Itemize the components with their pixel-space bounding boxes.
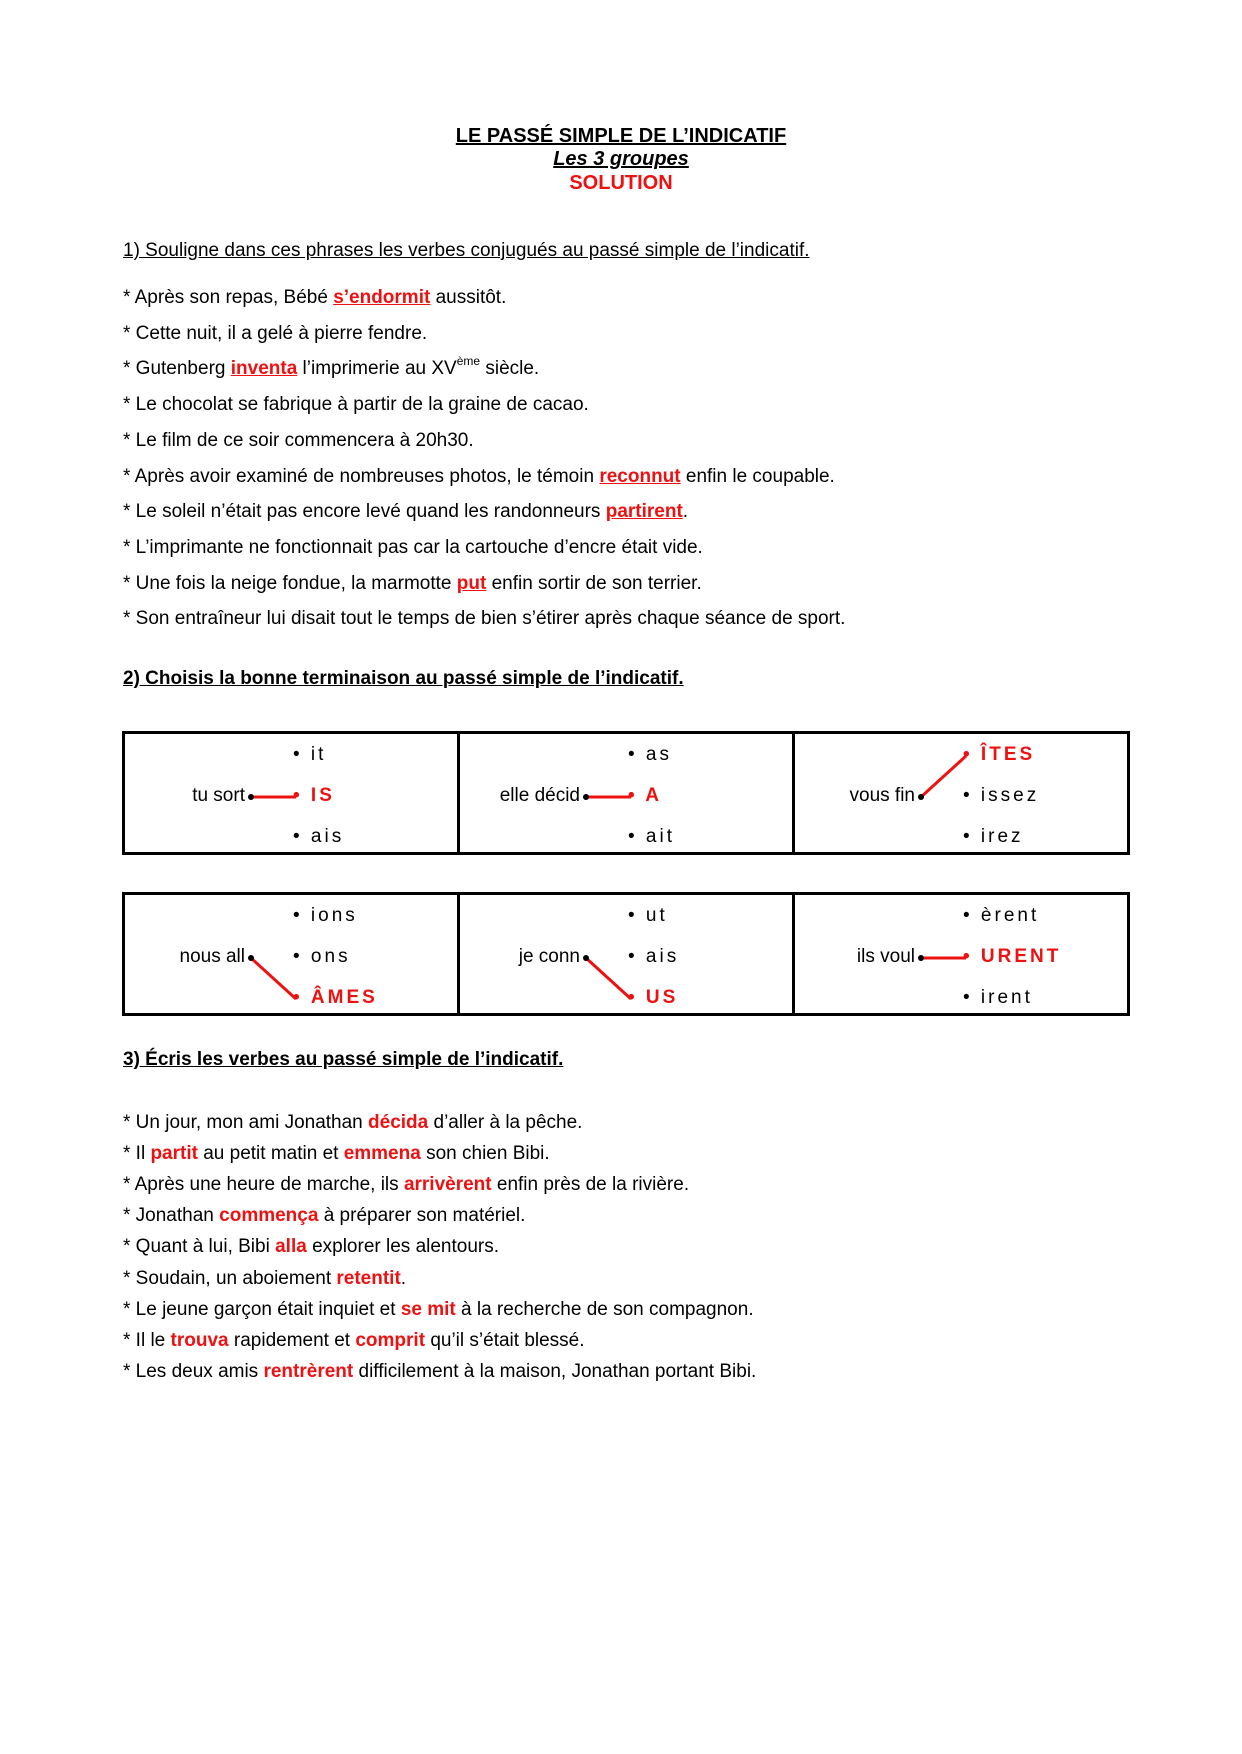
answer-link-line	[460, 734, 792, 852]
stem-dot	[583, 794, 589, 800]
sentence-line	[123, 1235, 499, 1259]
exercise-cell	[124, 733, 459, 854]
answer-link-line	[460, 895, 792, 1013]
superscript-text: ème	[456, 354, 481, 369]
sentence-text: au petit matin et	[197, 1143, 344, 1165]
sentence-line	[123, 1267, 406, 1291]
sentence-text: * Cette nuit, il a gelé à pierre fendre.	[123, 322, 428, 344]
sentence-text: .	[400, 1267, 407, 1289]
ending-option: • ut	[628, 905, 668, 926]
answer-link-line	[795, 734, 1127, 852]
sentence-text: * Gutenberg	[123, 358, 231, 380]
ending-option: • irent	[963, 987, 1033, 1008]
sentence-text: à préparer son matériel.	[318, 1205, 526, 1227]
sentence-text: * Après avoir examiné de nombreuses photos, le témoin	[123, 465, 600, 487]
answer-link-line	[125, 734, 457, 852]
sentence-line	[123, 607, 845, 631]
sentence-text: * Après son repas, Bébé	[123, 287, 334, 308]
sentence-text: * Le chocolat se fabrique à partir de la graine de cacao.	[123, 394, 589, 416]
sentence-line	[123, 286, 506, 310]
sentence-line	[123, 536, 703, 560]
question-2: 2) Choisis la bonne terminaison au passé simple de l’indicatif.	[123, 668, 684, 689]
sentence-text: qu’il s’était blessé.	[425, 1329, 585, 1351]
page-title: LE PASSÉ SIMPLE DE L’INDICATIF	[455, 125, 787, 147]
exercise-cell	[459, 733, 794, 854]
sentence-text: * L’imprimante ne fonctionnait pas car la cartouche d’encre était vide.	[123, 536, 703, 558]
ending-option: • irez	[963, 826, 1024, 847]
ending-option: • A	[628, 785, 662, 806]
verb-stem: tu sort	[192, 785, 245, 806]
stem-dot	[248, 955, 254, 961]
underlined-verb: put	[456, 572, 487, 594]
sentence-text: explorer les alentours.	[306, 1236, 500, 1258]
conjugated-verb: rentrèrent	[263, 1360, 354, 1382]
exercise-table-1	[122, 731, 1130, 855]
ending-option: • IS	[293, 785, 335, 806]
ending-option: • ÂMES	[293, 987, 378, 1008]
ending-option: • ais	[628, 946, 680, 967]
stem-dot	[248, 794, 254, 800]
sentence-text: rapidement et	[228, 1329, 356, 1351]
verb-stem: vous fin	[849, 785, 915, 806]
underlined-verb: partirent	[605, 501, 683, 523]
sentence-text: l’imprimerie au XV	[297, 358, 457, 380]
sentence-line	[123, 322, 427, 346]
ending-option: • ais	[293, 826, 345, 847]
sentence-text: * Les deux amis	[123, 1360, 264, 1382]
conjugated-verb: arrivèrent	[403, 1174, 492, 1196]
conjugated-verb: emmena	[343, 1143, 421, 1165]
ending-option: • issez	[963, 785, 1040, 806]
conjugated-verb: alla	[275, 1236, 307, 1258]
answer-link	[921, 756, 966, 797]
sentence-line	[123, 572, 702, 596]
answer-link-line	[125, 895, 457, 1013]
exercise-cell	[794, 894, 1129, 1015]
sentence-line	[123, 1360, 756, 1384]
sentence-text: .	[682, 501, 689, 523]
ending-option: • èrent	[963, 905, 1040, 926]
sentence-text: enfin le coupable.	[680, 465, 835, 487]
sentence-text: * Le film de ce soir commencera à 20h30.	[123, 429, 474, 451]
sentence-line	[123, 354, 540, 381]
underlined-verb: reconnut	[599, 465, 681, 487]
underlined-verb: inventa	[230, 358, 298, 380]
exercise-table-2	[122, 892, 1130, 1016]
sentence-line	[123, 1204, 525, 1228]
sentence-line	[123, 429, 474, 453]
stem-dot	[918, 794, 924, 800]
sentence-text: * Jonathan	[123, 1205, 220, 1227]
exercise-cell	[794, 733, 1129, 854]
sentence-text: * Quant à lui, Bibi	[123, 1236, 276, 1258]
sentence-line	[123, 1298, 754, 1322]
answer-link-line	[795, 895, 1127, 1013]
sentence-text: difficilement à la maison, Jonathan portant Bibi.	[353, 1360, 757, 1382]
ending-option: • as	[628, 744, 672, 765]
ending-option: • ait	[628, 826, 675, 847]
question-1: 1) Souligne dans ces phrases les verbes conjugués au passé simple de l’indicatif.	[123, 240, 810, 261]
ending-option: • ions	[293, 905, 358, 926]
verb-stem: elle décid	[499, 785, 580, 806]
stem-dot	[583, 955, 589, 961]
sentence-text: * Le jeune garçon était inquiet et	[123, 1298, 401, 1320]
sentence-line	[123, 465, 835, 489]
ending-option: • it	[293, 744, 327, 765]
sentence-text: * Il	[123, 1143, 151, 1165]
sentence-text: enfin sortir de son terrier.	[486, 572, 702, 594]
sentence-text: son chien Bibi.	[420, 1143, 550, 1165]
sentence-text: siècle.	[480, 358, 540, 380]
conjugated-verb: trouva	[170, 1329, 229, 1351]
sentence-text: * Le soleil n’était pas encore levé quand les randonneurs	[123, 501, 606, 523]
sentence-text: * Un jour, mon ami Jonathan	[123, 1112, 369, 1133]
sentence-line	[123, 500, 688, 524]
conjugated-verb: décida	[368, 1112, 429, 1133]
sentence-line	[123, 1142, 550, 1166]
sentence-text: * Une fois la neige fondue, la marmotte	[123, 572, 457, 594]
conjugated-verb: se mit	[400, 1298, 456, 1320]
sentence-text: * Soudain, un aboiement	[123, 1267, 337, 1289]
conjugated-verb: commença	[219, 1205, 319, 1227]
ending-option: • URENT	[963, 946, 1062, 967]
sentence-line	[123, 1173, 689, 1197]
answer-link	[586, 958, 631, 999]
solution-label: SOLUTION	[569, 172, 673, 194]
page-subtitle: Les 3 groupes	[553, 148, 689, 170]
exercise-cell	[459, 894, 794, 1015]
sentence-text: à la recherche de son compagnon.	[455, 1298, 754, 1320]
sentence-line	[123, 393, 589, 417]
answer-link	[251, 958, 296, 999]
sentence-line	[123, 1111, 582, 1135]
sentence-text: aussitôt.	[430, 287, 507, 308]
stem-dot	[918, 955, 924, 961]
underlined-verb: s’endormit	[333, 287, 431, 308]
conjugated-verb: partit	[150, 1143, 198, 1165]
sentence-text: enfin près de la rivière.	[491, 1174, 690, 1196]
ending-option: • ÎTES	[963, 744, 1036, 765]
verb-stem: nous all	[179, 946, 245, 967]
ending-option: • ons	[293, 946, 351, 967]
conjugated-verb: retentit	[336, 1267, 401, 1289]
exercise-cell	[124, 894, 459, 1015]
ending-option: • US	[628, 987, 679, 1008]
sentence-text: * Il le	[123, 1329, 171, 1351]
sentence-text: * Son entraîneur lui disait tout le temps de bien s’étirer après chaque séance de sport.	[123, 608, 846, 630]
sentence-line	[123, 1329, 585, 1353]
sentence-text: * Après une heure de marche, ils	[123, 1174, 404, 1196]
verb-stem: ils voul	[856, 946, 915, 967]
question-3: 3) Écris les verbes au passé simple de l’indicatif.	[123, 1049, 564, 1070]
conjugated-verb: comprit	[355, 1329, 426, 1351]
sentence-text: d’aller à la pêche.	[428, 1112, 583, 1133]
verb-stem: je conn	[518, 946, 580, 967]
